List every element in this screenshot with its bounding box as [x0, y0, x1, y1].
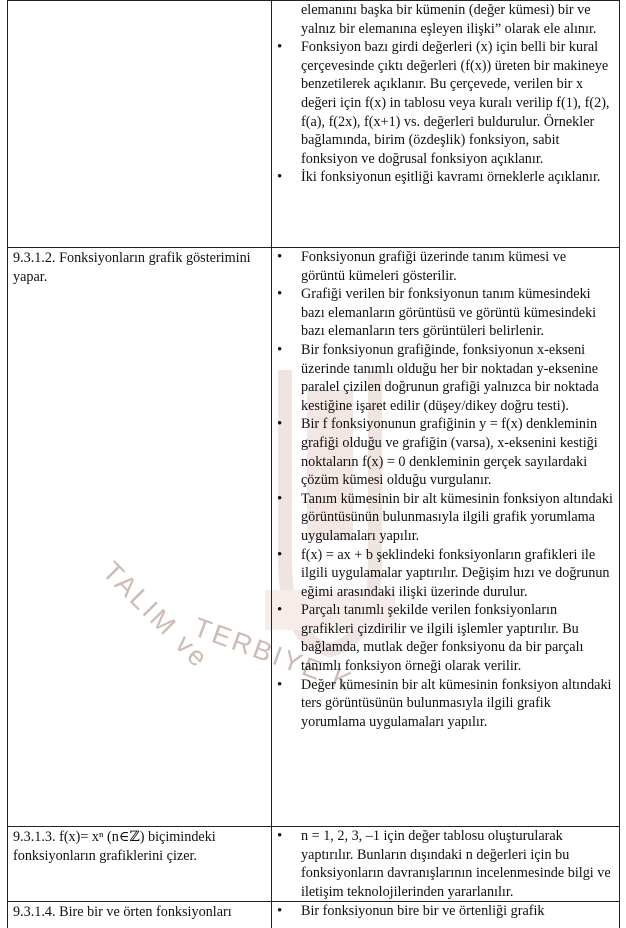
curriculum-table-body [8, 1, 620, 928]
bullet-list [272, 902, 619, 921]
bullet-item: • Değer kümesinin bir alt kümesinin fonksiyon altındaki ters görüntüsünün bulunmasıyla ilgili grafik yorumlama uygulamaları yapılır. [272, 676, 613, 732]
bullet-item: • Bir fonksiyonun grafiğinde, fonksiyonun x-ekseni üzerinde tanımlı olduğu her bir noktadan y-eksenine paralel çizilen doğrunun grafiği yalnızca bir noktada kestiğine işaret edilir (düşey/dikey doğru testi). [272, 341, 613, 415]
watermark-text-bottom: TERBIYE K [189, 612, 358, 698]
outcome-code-cell: 9.3.1.3. f(x)= xⁿ (n∈ℤ) biçimindeki fonksiyonların grafiklerini çizer. [8, 827, 272, 902]
outcome-code-cell [8, 1, 272, 248]
bullet-item: • Bir fonksiyonun bire bir ve örtenliği grafik [272, 902, 613, 921]
outcome-code-cell: 9.3.1.4. Bire bir ve örten fonksiyonları [8, 902, 272, 928]
watermark-text-left: TALIM ve [96, 556, 216, 675]
explanation-cell [272, 248, 620, 827]
table-row [8, 902, 620, 928]
explanation-cell [272, 827, 620, 902]
bullet-list [272, 248, 619, 731]
bullet-continuation: elemanını başka bir kümenin (değer kümesi) bir ve yalnız bir elemanına eşleyen ilişki” olarak ele alınır. [301, 2, 597, 37]
table-row [8, 248, 620, 827]
outcome-code-cell: 9.3.1.2. Fonksiyonların grafik gösterimini yapar. [8, 248, 272, 827]
table-row [8, 1, 620, 248]
bullet-item: • Fonksiyon bazı girdi değerleri (x) için belli bir kural çerçevesinde çıktı değerleri (f(x)) üreten bir makineye benzetilerek açıklanır. Bu çerçevede, verilen bir x değeri için f(x) in tablosu veya kuralı verilip f(1), f(2), f(a), f(2x), f(x+1) vs. değerleri buldurulur. Örnekler bağlamında, birim (özdeşlik) fonksiyon, sabit fonksiyon ve doğrusal fonksiyon açıklanır. [272, 38, 613, 168]
table-row [8, 827, 620, 902]
bullet-item: • Parçalı tanımlı şekilde verilen fonksiyonların grafikleri çizdirilir ve ilgili işlemler yaptırılır. Bu bağlamda, mutlak değer fonksiyonu da bir parçalı tanımlı fonksiyon örneği olarak verilir. [272, 601, 613, 675]
bullet-list [272, 1, 619, 187]
bullet-item: • Fonksiyonun grafiği üzerinde tanım kümesi ve görüntü kümeleri gösterilir. [272, 248, 613, 285]
bullet-item: • n = 1, 2, 3, –1 için değer tablosu oluşturularak yaptırılır. Bunların dışındaki n değerleri için bu fonksiyonların davranışlarının incelenmesinde bilgi ve iletişim teknolojilerinden yararlanılır. [272, 827, 613, 901]
bullet-list [272, 827, 619, 901]
bullet-item: • Grafiği verilen bir fonksiyonun tanım kümesindeki bazı elemanların görüntüsü ve görüntü kümesindeki bazı elemanların ters görüntüleri belirlenir. [272, 285, 613, 341]
explanation-cell [272, 1, 620, 248]
bullet-item: • f(x) = ax + b şeklindeki fonksiyonların grafikleri ile ilgili uygulamalar yaptırılır. Değişim hızı ve doğrunun eğimi arasındaki ilişki üzerinde durulur. [272, 546, 613, 602]
curriculum-table [7, 0, 620, 928]
bullet-item: • İki fonksiyonun eşitliği kavramı örneklerle açıklanır. [272, 168, 613, 187]
bullet-item: • Tanım kümesinin bir alt kümesinin fonksiyon altındaki görüntüsünün bulunmasıyla ilgili grafik yorumlama uygulamaları yapılır. [272, 490, 613, 546]
bullet-item: • Bir f fonksiyonunun grafiğinin y = f(x) denkleminin grafiği olduğu ve grafiğin (varsa), x-eksenini kestiği noktaların f(x) = 0 denkleminin gerçek sayılardaki çözüm kümesi olduğu vurgulanır. [272, 415, 613, 489]
explanation-cell [272, 902, 620, 928]
